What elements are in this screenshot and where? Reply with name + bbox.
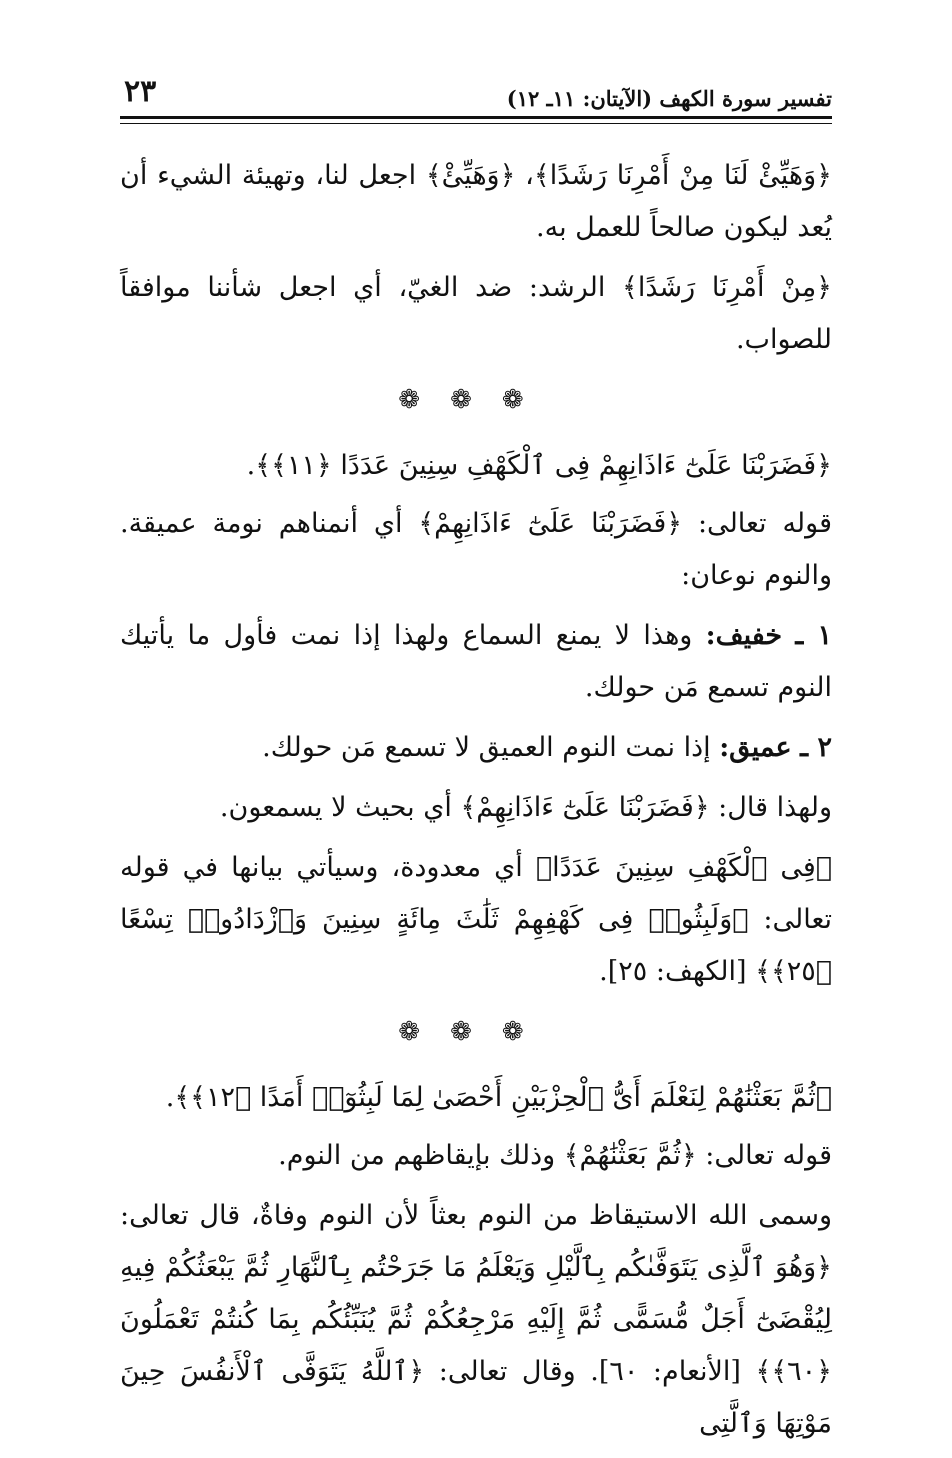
divider-ornament-icon: ❁: [501, 385, 554, 415]
list-item: [120, 722, 832, 774]
list-number: ٢ ـ: [800, 732, 832, 763]
page-header: [120, 70, 832, 119]
commentary-11-c: ﴿فِى ٱلْكَهْفِ سِنِينَ عَدَدًا﴾ أي معدودة، وسيأتي بيانها في قوله تعالى: ﴿وَلَبِثُوا۟ فِى كَهْفِهِمْ ثَلَٰثَ مِائَةٍ سِنِينَ وَٱزْدَادُوا۟ تِسْعًا ﴿٢٥﴾﴾ [الكهف: ٢٥].: [120, 852, 832, 987]
verse-11: ﴿فَضَرَبْنَا عَلَىٰٓ ءَاذَانِهِمْ فِى ٱلْكَهْفِ سِنِينَ عَدَدًا ﴿١١﴾﴾.: [246, 450, 832, 481]
divider-ornament-icon: ❁: [501, 1017, 554, 1047]
verse-12: ﴿ثُمَّ بَعَثْنَٰهُمْ لِنَعْلَمَ أَىُّ ٱلْحِزْبَيْنِ أَحْصَىٰ لِمَا لَبِثُوٓا۟ أَمَدًا ﴿١٢﴾﴾.: [165, 1082, 832, 1113]
paragraph-2: ﴿مِنْ أَمْرِنَا رَشَدًا﴾ الرشد: ضد الغيّ، أي اجعل شأننا موافقاً للصواب.: [120, 272, 832, 355]
commentary-12-b: وسمى الله الاستيقاظ من النوم بعثاً لأن النوم وفاةٌ، قال تعالى: ﴿وَهُوَ ٱلَّذِى يَتَوَفَّىٰكُم بِٱلَّيْلِ وَيَعْلَمُ مَا جَرَحْتُم بِٱلنَّهَارِ ثُمَّ يَبْعَثُكُمْ فِيهِ لِيُقْضَىٰٓ أَجَلٌ مُّسَمًّى ثُمَّ إِلَيْهِ مَرْجِعُكُمْ ثُمَّ يُنَبِّئُكُم بِمَا كُنتُمْ تَعْمَلُونَ ﴿٦٠﴾﴾ [الأنعام: ٦٠]. وقال تعالى: ﴿ٱللَّهُ يَتَوَفَّى ٱلْأَنفُسَ حِينَ مَوْتِهَا وَٱلَّتِى: [120, 1200, 832, 1439]
list-item: [120, 610, 832, 714]
commentary-11-b: ولهذا قال: ﴿فَضَرَبْنَا عَلَىٰٓ ءَاذَانِهِمْ﴾ أي بحيث لا يسمعون.: [219, 792, 832, 823]
page-content: [120, 150, 832, 1458]
section-divider: [120, 374, 832, 440]
paragraph-1: ﴿وَهَيِّئْ لَنَا مِنْ أَمْرِنَا رَشَدًا﴾، ﴿وَهَيِّئْ﴾ اجعل لنا، وتهيئة الشيء أن يُعد ليكون صالحاً للعمل به.: [120, 160, 832, 243]
list-text: إذا نمت النوم العميق لا تسمع مَن حولك.: [262, 732, 720, 763]
divider-ornament-icon: ❁: [398, 385, 451, 415]
book-page: [120, 70, 832, 1439]
list-text: وهذا لا يمنع السماع ولهذا إذا نمت فأول ما يأتيك النوم تسمع مَن حولك.: [120, 620, 832, 703]
divider-ornament-icon: ❁: [450, 385, 502, 415]
list-number: ١ ـ: [795, 620, 832, 651]
divider-ornament-icon: ❁: [398, 1017, 451, 1047]
running-title: تفسير سورة الكهف (الآيتان: ١١ـ ١٢): [506, 86, 832, 111]
divider-ornament-icon: ❁: [450, 1017, 502, 1047]
list-term: خفيف:: [705, 620, 783, 651]
list-term: عميق:: [719, 732, 792, 763]
page-number: ٢٣: [124, 74, 157, 109]
commentary-12: قوله تعالى: ﴿ثُمَّ بَعَثْنَٰهُمْ﴾ وذلك بإيقاظهم من النوم.: [278, 1140, 832, 1171]
section-divider: [120, 1006, 832, 1072]
commentary-11: قوله تعالى: ﴿فَضَرَبْنَا عَلَىٰٓ ءَاذَانِهِمْ﴾ أي أنمناهم نومة عميقة. والنوم نوعان:: [120, 508, 832, 591]
